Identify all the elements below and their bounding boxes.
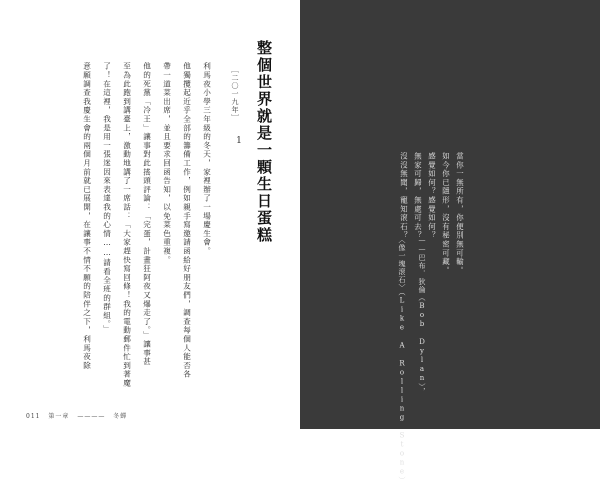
page-footer [26, 411, 132, 420]
body-line: 他獨攬起近乎全部的籌備工作，例如親手寫邀請函給好朋友們，調查每個人能否各 [182, 62, 192, 379]
epigraph-line: 無家可歸，無處可去？ [413, 152, 423, 240]
date-tag: ［二〇一九年］ [231, 66, 239, 122]
epigraph-line: 如今你已隱形，沒有秘密可藏。 [441, 152, 451, 276]
body-line: 利馬夜小學三年級的冬天，家裡辦了一場慶生會。 [202, 62, 212, 256]
left-page [0, 0, 300, 429]
body-line: 意願調查我慶生會的兩個月前就已展開，在讓事不情不願的陪伴之下，利馬夜除 [82, 62, 92, 370]
body-line: 了！在這裡，我是用一張迷因來表達我的心情……請看全班的群組。」 [102, 62, 112, 334]
epigraph-author: ——巴布．狄倫（Bob Dylan）， [418, 236, 426, 396]
body-line: 他的死黨「冷王」讓事對此搖頭評論：「完蛋，計畫狂阿夜又爆走了。」讓事甚 [142, 62, 152, 367]
epigraph-line: 當你一無所有，你便別無可輸。 [455, 152, 465, 276]
body-line: 帶一道菜出席，並且要求回函告知，以免菜色重複。 [162, 62, 172, 265]
chapter-title: 整個世界就是一顆生日蛋糕 [255, 40, 273, 244]
right-page [300, 0, 600, 485]
epigraph-line: 感覺如何？感覺如何？ [427, 152, 437, 240]
page-number: 011 [26, 413, 41, 420]
epigraph-line: 沒沒無聞，寵知滾石？ [399, 152, 409, 240]
epigraph-source: 〈像一塊滾石〉（Like A Rolling Stone） [398, 236, 406, 485]
body-line: 至為此跑到講臺上，激動地講了一席話：「大家趕快寫回條！我的電動郵件忙到著魔 [122, 62, 132, 388]
section-number: 1 [234, 136, 244, 146]
chapter-name: 冬蟬 [113, 413, 128, 420]
chapter-label: 第一章 [48, 413, 70, 420]
footer-rule: ———— [77, 413, 106, 420]
